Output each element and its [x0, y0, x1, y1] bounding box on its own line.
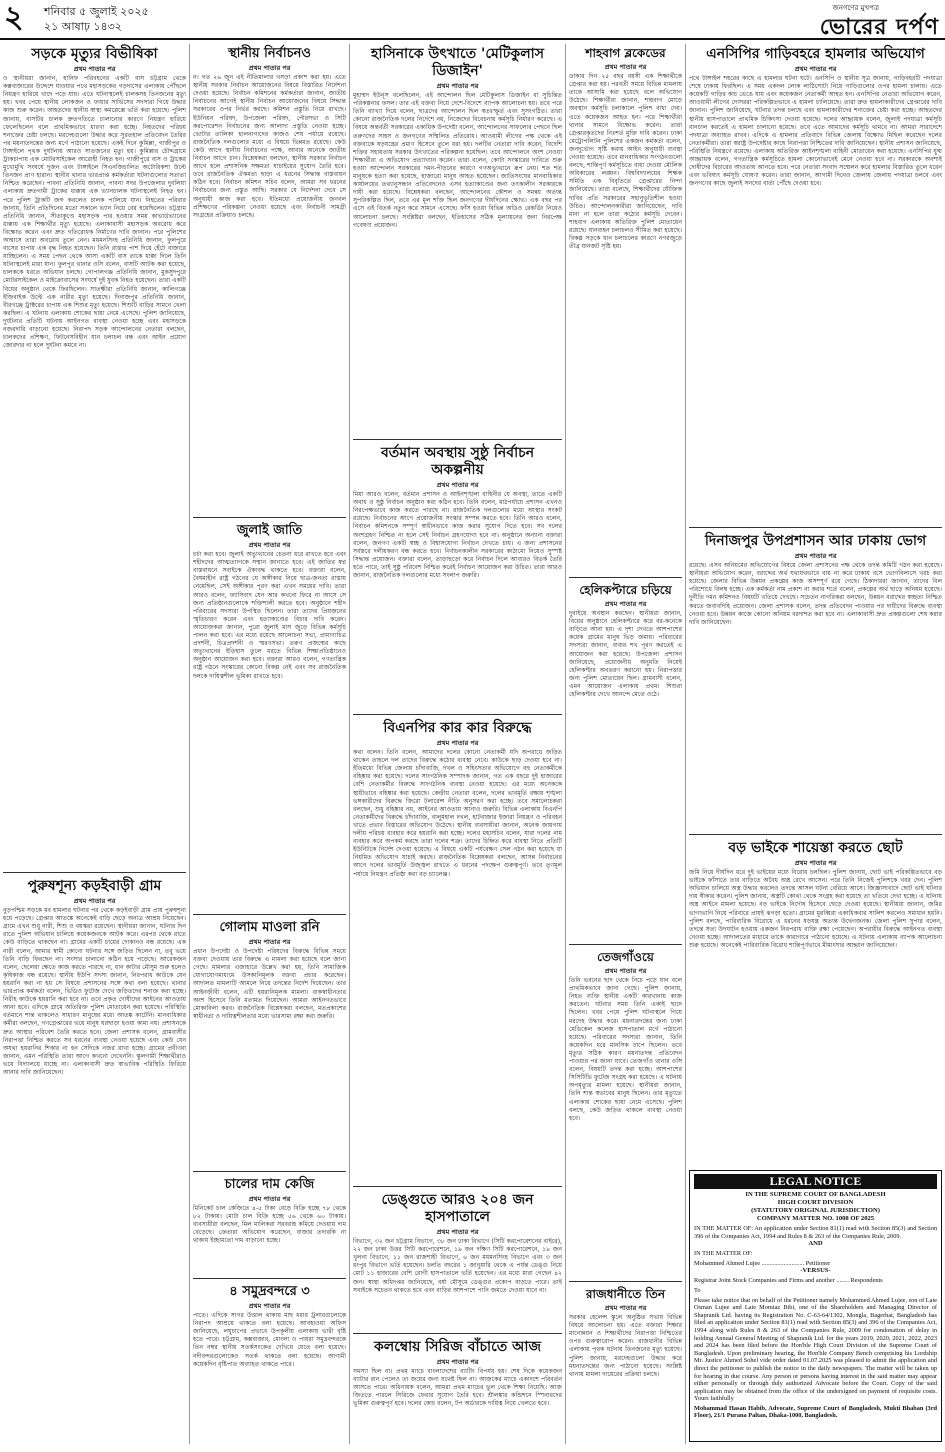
article-body: সমস্যা ছিল না। প্রথম ম্যাচে বাংলাদেশের ব্যাটিং বিপর্যয় হয়। শেষ দিকে কয়েকজন ব্যাটার রান পেলেও তা জয়ের জন্য যথেষ্ট ছিল না। আজকের ম্যাচে একাদশে পরিবর্তন আসতে পারে। অধিনায়ক বলেন, আমরা প্রথম ম্যাচের ভুল থেকে শিক্ষা নিয়েছি। আজ জিততে পারলে সিরিজে ফেরার সুযোগ তৈরি হবে। শ্রীলঙ্কার কন্ডিশনে স্পিনারদের ভূমিকা গুরুত্বপূর্ণ হবে। দলের কোচ বলেন, টপ অর্ডারকে দায়িত্ব নিয়ে খেলতে হবে।: [353, 1368, 562, 1408]
article-body: পাতে। এদিকে সাগর উত্তাল থাকায় মাছ ধরার ট্রলারগুলোকে নিরাপদ আশ্রয়ে থাকতে বলা হয়েছে। আবহাওয়া অফিস জানিয়েছে, লঘুচাপের প্রভাবে উপকূলীয় এলাকায় ভারী বৃষ্টি হতে পারে। চট্টগ্রাম, কক্সবাজার, মোংলা ও পায়রা সমুদ্রবন্দরকে তিন নম্বর স্থানীয় সতর্কসংকেত দেখিয়ে যেতে বলা হয়েছে। নদীবন্দরগুলোকেও সতর্ক থাকতে বলা হয়েছে। আগামী কয়েকদিন বৃষ্টিপাত অব্যাহত থাকতে পারে।: [193, 1312, 346, 1368]
kicker: প্রথম পাতার পর: [248, 64, 291, 72]
headline: শাহবাগ ব্লকেডের: [585, 46, 666, 60]
headline: চালের দাম কেজি: [224, 1177, 315, 1192]
article-capital-three[interactable]: [569, 1285, 682, 1445]
article-sea-ports[interactable]: [193, 1282, 346, 1442]
article-body: ও স্থানীয়রা জানান, হানিফ পরিবহনের একটি বাস চট্টগ্রাম থেকে কক্সবাজারের উদ্দেশে যাওয়ার পথে মহাসড়কের গড়দাসের এলাকায় পৌঁছলে নিয়ন্ত্রণ হারিয়ে খাদে পড়ে যায়। এতে ঘটনাস্থলেই চালকসহ তিনজনের মৃত্যু হয়। খবর পেয়ে স্থানীয় লোকজন ও ফায়ার সার্ভিসের সদস্যরা গিয়ে উদ্ধার কাজ শুরু করেন। আহতদের স্থানীয় স্বাস্থ্য কমপ্লেক্সে ভর্তি করা হয়েছে। পুলিশ জানায়, বাসটির চালক দ্রুতগতিতে চালানোর কারণে নিয়ন্ত্রণ হারিয়ে ফেলেছিলেন বলে প্রাথমিকভাবে ধারণা করা হচ্ছে। নিহতদের পরিচয় শনাক্তের চেষ্টা চলছে। মরদেহগুলো উদ্ধার করে সুরতহাল প্রতিবেদন তৈরির পর ময়নাতদন্তের জন্য মর্গে পাঠানো হয়েছে। একই দিনে কুমিল্লা, গাজীপুর ও টাঙ্গাইলে পৃথক দুর্ঘটনায় আরও সাতজনের মৃত্যু হয়। কুমিল্লার চৌদ্দগ্রামে ট্রাকচাপায় এক মোটরসাইকেল আরোহী নিহত হন। গাজীপুরে বাস ও ট্রাকের মুখোমুখি সংঘর্ষে দুজন এবং টাঙ্গাইলে সিএনজিচালিত অটোরিকশা উল্টে তিনজন প্রাণ হারান। স্থানীয় থানার ভারপ্রাপ্ত কর্মকর্তারা ঘটনাগুলোর সত্যতা নিশ্চিত করেছেন। পাবনা প্রতিনিধি জানান, পাবনা সদর উপজেলার দুবলিয়া এলাকায় দ্রুতগামী ট্রাকের ধাক্কায় এক ভ্যানচালক ঘটনাস্থলেই নিহত হন। পরে পুলিশ ট্রাকটি জব্দ করলেও চালক পালিয়ে যান। নিহতের পরিবার জানায়, তিনি প্রতিদিনের মতো সকালে ভ্যান নিয়ে বের হয়েছিলেন। চট্টগ্রাম প্রতিনিধি জানান, সীতাকুণ্ডে মহাসড়ক পার হওয়ার সময় কাভার্ডভ্যানের ধাক্কায় এক শিক্ষার্থীর মৃত্যু হয়েছে। এলাকাবাসী মহাসড়ক অবরোধ করে বিক্ষোভ করেন এবং দ্রুত গতিরোধক নির্মাণের দাবি জানান। পরে পুলিশের আশ্বাসে তারা অবরোধ তুলে নেন। ময়মনসিংহ প্রতিনিধি জানান, ফুলপুরে বাসের চাপায় এক বৃদ্ধ নিহত হয়েছেন। তিনি রাস্তার পাশ দিয়ে হেঁটে বাজারে যাচ্ছিলেন। এ সময় পেছন থেকে আসা একটি বাস তাকে ধাক্কা দিলে তিনি ঘটনাস্থলেই মারা যান। ফুলপুর থানার ওসি বলেন, বাসটি আটক করা হয়েছে, চালককে ধরতে অভিযান চলছে। গোপালগঞ্জ প্রতিনিধি জানান, মুকসুদপুরে মোটরসাইকেল ও মাইক্রোবাসের সংঘর্ষে দুই যুবক নিহত হয়েছেন। তারা একটি বিয়ের অনুষ্ঠান থেকে ফিরছিলেন। সাতক্ষীরা প্রতিনিধি জানান, কালিগঞ্জে ইজিবাইক উল্টে এক নারীর মৃত্যু হয়েছে। দিনাজপুর প্রতিনিধি জানান, বীরগঞ্জে ট্রাক্টরের চাপায় এক শিশুর মৃত্যু হয়েছে। শিশুটি বাড়ির সামনে খেলা করছিল। এ ঘটনায় এলাকায় শোকের ছায়া নেমে এসেছে। পুলিশ জানিয়েছে, দুর্ঘটনার প্রতিটি ঘটনায় আইনগত ব্যবস্থা নেওয়া হচ্ছে এবং মহাসড়কে নজরদারি বাড়ানো হয়েছে। নিরাপদ সড়ক আন্দোলনের নেতারা বলছেন, চালকদের প্রশিক্ষণ, ফিটনেসবিহীন যান চলাচল বন্ধ এবং আইন প্রয়োগ জোরদার না হলে দুর্ঘটনা কমবে না।: [3, 75, 186, 350]
divider: [353, 1333, 562, 1334]
legal-petitioner: Mohammed Ahmed Lujee ........................... Petitioner: [694, 1259, 831, 1267]
article-rice-price[interactable]: [193, 1175, 346, 1275]
article-helicopter[interactable]: [569, 581, 682, 941]
divider: [353, 1186, 562, 1187]
masthead-tagline: জনগণের মুখপত্র: [832, 4, 879, 12]
kicker: প্রথম পাতার পর: [604, 63, 647, 71]
divider: [689, 527, 942, 528]
article-body: মিয়া আরও বলেন, বর্তমান প্রশাসন ও আইনশৃঙ্খলা বাহিনীর যে অবস্থা, তাতে একটি অবাধ ও সুষ্ঠু নির্বাচন অনুষ্ঠান করা কঠিন হবে। তিনি বলেন, মাঠপর্যায়ে প্রশাসন এখনও নিরপেক্ষভাবে কাজ করতে পারছে না। রাজনৈতিক দলগুলোর মধ্যে আস্থার সংকট রয়েছে। নির্বাচনের আগে প্রয়োজনীয় সংস্কার সম্পন্ন করতে হবে। তিনি আরও বলেন, নির্বাচন কমিশনকে সম্পূর্ণ স্বাধীনভাবে কাজ করার সুযোগ দিতে হবে। সব দলের অংশগ্রহণ নিশ্চিত না হলে সেই নির্বাচন গ্রহণযোগ্য হবে না। অনুষ্ঠানে অন্যান্য বক্তারা বলেন, জনগণ একটি স্বচ্ছ ও বিশ্বাসযোগ্য নির্বাচন দেখতে চায়। এ জন্য প্রশাসনের সর্বস্তরে দলীয়করণ বন্ধ করতে হবে। নির্বাচনকালীন সরকারের কাঠামো নিয়েও সুস্পষ্ট সিদ্ধান্ত প্রয়োজন। বক্তারা বলেন, তাড়াহুড়ো করে নির্বাচন দিলে আবারও বিতর্ক তৈরি হতে পারে, তাই সুষ্ঠু পরিবেশ নিশ্চিত করেই নির্বাচন আয়োজন করা উচিত। তারা আরও জানান, রাজনৈতিক দলগুলোর মধ্যে সংলাপ জরুরি।: [353, 491, 562, 580]
kicker: প্রথম পাতার পর: [436, 82, 479, 90]
kicker: প্রথম পাতার পর: [436, 1228, 479, 1236]
legal-and: AND: [808, 1240, 823, 1248]
article-body: জমি নিয়ে দীর্ঘদিন ধরে দুই ভাইয়ের মধ্যে বিরোধ চলছিল। পুলিশ জানায়, ছোট ভাই পরিকল্পিতভাবে বড় ভাইকে ফাঁসাতে তার বাড়িতে অবৈধ অস্ত্র রেখে আসেন। পরে তিনি নিজেই পুলিশকে খবর দেন। পুলিশ অভিযান চালিয়ে অস্ত্র উদ্ধার করলেও তদন্তে আসল ঘটনা বেরিয়ে আসে। জিজ্ঞাসাবাদে ছোট ভাই ঘটনার দায় স্বীকার করেন। পুলিশ জানায়, অস্ত্রটি কোথা থেকে সংগ্রহ করা হয়েছে তা খতিয়ে দেখা হচ্ছে। এ ঘটনায় অস্ত্র আইনে মামলা হয়েছে। বড় ভাইকে নির্দোষ হিসেবে ছেড়ে দেওয়া হয়েছে। স্থানীয়রা জানান, জমির ভাগাভাগি নিয়ে পরিবারে প্রায়ই ঝগড়া হতো। গ্রামের মুরব্বিরা একাধিকবার সালিশ করলেও সমাধান হয়নি। পুলিশ বলছে, পারিবারিক বিরোধে এ ধরনের ষড়যন্ত্র অত্যন্ত উদ্বেগজনক। জেলা পুলিশ সুপার বলেন, তদন্তে সত্য উদঘাটন হওয়ায় একজন নিরপরাধ ব্যক্তি রক্ষা পেয়েছেন। অপরাধীর বিরুদ্ধে আইনগত ব্যবস্থা নেওয়া হচ্ছে। আদালতের মাধ্যমে তাকে কারাগারে পাঠানো হয়েছে। এ ঘটনায় এলাকায় ব্যাপক আলোচনা শুরু হয়েছে। অনেকেই পারিবারিক বিরোধ শান্তিপূর্ণভাবে মীমাংসার আহ্বান জানিয়েছেন।: [689, 869, 942, 949]
article-july-nation[interactable]: [193, 521, 346, 911]
legal-body: Please take notice that on behalf of the Petitioner namely Mohammed Ahmed Lujee, son of Late Osman Lujee and Late Momtaz Bibi, one of the Shareholders and Managing Director of Shapranik Ltd. having its Registration No. C-63-64/1302, Mongla, Bagerhat, Bangladesh has filed an application under Section 81(1) read with Section 85(3) and 396 of the Companies Act, 1994 along with Rules 8 & 263 of the Companies Rule, 2009 for condonation of delay in holding Annual General Meeting of Shapranik Ltd. for the years 2019, 2020, 2021, 2022, 2023 and 2024 has been filed before the Hon'ble High Court Division of the Supreme Court of Bangladesh. Upon preliminary hearing, the Hon'ble Company Bench comprising his Lordship Mr. Justice Ahmed Sohel vide order dated 01.07.2025 was pleased to admit the application and direct the petitioner to publish the notice in the daily newspapers. The matter will be taken up for hearing in due course. Any person or persons having interest in the said matter may appear either personally or through duly authorized Advocate before the Court. Copy of the said application may be obtained from the office of the undersigned on payment of requisite costs. Yours faithfully: [694, 1296, 937, 1403]
kicker: প্রথম পাতার পর: [73, 65, 116, 73]
legal-signature: Mohammad Hasan Habib, Advocate, Supreme Court of Bangladesh, Mukti Bhaban (3rd Floor), 21/1 Purana Paltan, Dhaka-1000, Bangladesh.: [694, 1404, 937, 1420]
kicker: প্রথম পাতার পর: [604, 600, 647, 608]
article-local-election[interactable]: [193, 44, 346, 514]
legal-in-matter: IN THE MATTER OF: An application under Section 81(1) read with Section 85(3) and Section 396 of the Companies Act, 1994 and Rules 8 & 263 of the Companies Rule, 2009.: [694, 1225, 937, 1240]
headline: সড়কে মৃত্যুর বিভীষিকা: [31, 46, 158, 62]
legal-versus: -VERSUS-: [800, 1267, 831, 1275]
article-body: দুবাইয়ে অবস্থান করছেন। স্থানীয়রা জানান, বিয়ের অনুষ্ঠানে হেলিকপ্টারে করে বর-কনেকে বাড়িতে আনা হয়। এ দৃশ্য দেখতে আশপাশের কয়েক গ্রামের মানুষ ভিড় জমায়। পরিবারের সদস্যরা জানান, বাবার শখ পূরণ করতেই এ আয়োজন করা হয়েছে। উপজেলা প্রশাসন জানিয়েছে, প্রয়োজনীয় অনুমতি নিয়েই হেলিকপ্টার অবতরণ করানো হয়। নিরাপত্তার জন্য পুলিশ মোতায়েন ছিল। গ্রামবাসী বলেন, এমন আয়োজন এলাকায় প্রথম। শিশুরা হেলিকপ্টার দেখে আনন্দে মেতে ওঠে।: [569, 610, 682, 699]
headline: ডেঙ্গুতে আরও ২০৪ জন হাসপাতালে: [381, 1192, 534, 1225]
article-body: পথে টাঙ্গাইল শহরের কাছে এ হামলার ঘটনা ঘটে। এনসিপি ও স্থানীয় সূত্র জানায়, গাড়িবহরটি পদযাত্রা শেষে ঢাকায় ফিরছিল। এ সময় একদল লোক লাঠিসোটা নিয়ে গাড়িগুলোর ওপর হামলা চালায়। এতে কয়েকটি গাড়ির কাচ ভেঙে যায় এবং কয়েকজন নেতাকর্মী আহত হন। এনসিপির নেতারা অভিযোগ করেন, আওয়ামী লীগের দোসররা পরিকল্পিতভাবে এ হামলা চালিয়েছে। তারা দ্রুত হামলাকারীদের গ্রেপ্তারের দাবি জানান। পুলিশ জানিয়েছে, ঘটনার তদন্ত চলছে এবং হামলাকারীদের শনাক্তের চেষ্টা করা হচ্ছে। আহতদের স্থানীয় হাসপাতালে প্রাথমিক চিকিৎসা দেওয়া হয়েছে। দলের আহ্বায়ক বলেন, জুলাই পদযাত্রা কর্মসূচি বানচাল করতেই এ হামলা চালানো হয়েছে। তবে এতে আমাদের কর্মসূচি থামবে না। আমরা সারাদেশে পদযাত্রা অব্যাহত রাখব। এদিকে এ হামলার প্রতিবাদে বিভিন্ন জেলায় বিক্ষোভ মিছিল করেছেন দলের নেতাকর্মীরা। তারা স্বরাষ্ট্র উপদেষ্টার কাছে নিরাপত্তা নিশ্চিতের দাবি জানিয়েছেন। স্থানীয় প্রশাসন জানিয়েছে, পরিস্থিতি নিয়ন্ত্রণে রয়েছে। এলাকায় অতিরিক্ত আইনশৃঙ্খলা বাহিনী মোতায়েন করা হয়েছে। এনসিপির যুগ্ম আহ্বায়ক বলেন, গণতান্ত্রিক কর্মসূচিতে হামলা কোনোভাবেই মেনে নেওয়া হবে না। সরকারকে অবশ্যই দোষীদের বিচারের আওতায় আনতে হবে। পরে নেতারা সংবাদ সম্মেলন করে হামলার বিস্তারিত তুলে ধরেন এবং ভবিষ্যৎ কর্মসূচি ঘোষণা করেন। তারা জানান, আগামী দিনেও জেলায় জেলায় পদযাত্রা চলবে এবং জনগণের কাছে জুলাই সনদের বার্তা পৌঁছে দেওয়া হবে।: [689, 75, 942, 188]
headline: বিএনপির কার কার বিরুদ্ধে: [383, 720, 532, 736]
headline: বড় ভাইকে শায়েস্তা করতে ছোট: [728, 840, 903, 856]
masthead[interactable]: [820, 2, 939, 40]
page-header: [0, 0, 945, 40]
masthead-logo: ভোরের দর্পণ: [819, 14, 939, 40]
divider: [193, 517, 346, 518]
headline: দিনাজপুর উপপ্রশাসন আর ঢাকায় ভোগ: [704, 533, 927, 549]
article-body: রয়েছে। এসব অনিয়মের অভিযোগের বিষয়ে জেলা প্রশাসনের পক্ষ থেকে তদন্ত কমিটি গঠন করা হয়েছে। স্থানীয়রা অভিযোগ করেন, বরাদ্দের অর্থ যথাযথভাবে ব্যয় না করে ঢাকায় বসে ভোগবিলাসে খরচ করা হয়েছে। জেলার বিভিন্ন উন্নয়ন প্রকল্পের কাজ অসম্পূর্ণ রয়ে গেছে। ঠিকাদাররা জানান, তাদের বিল পরিশোধে বিলম্ব হচ্ছে। এক কর্মকর্তা নাম প্রকাশ না করার শর্তে বলেন, প্রকল্পের অর্থ ছাড়ে অনিয়ম হয়েছে। দুর্নীতি দমন কমিশনও বিষয়টি খতিয়ে দেখছে। সচেতন নাগরিকরা বলছেন, উন্নয়ন বরাদ্দের স্বচ্ছতা নিশ্চিত করতে জবাবদিহি প্রয়োজন। জেলা প্রশাসক বলেন, তদন্ত প্রতিবেদন পাওয়ার পর দায়ীদের বিরুদ্ধে ব্যবস্থা নেওয়া হবে। উন্নয়ন কাজে কোনো অনিয়ম বরদাশত করা হবে না। এলাকাবাসী দ্রুত প্রকল্পগুলো শেষ করার দাবি জানিয়েছেন।: [689, 562, 942, 626]
divider: [569, 944, 682, 945]
divider: [353, 439, 562, 440]
column-1: [0, 44, 189, 1446]
date-block: [44, 4, 149, 34]
divider: [193, 1171, 346, 1172]
divider: [689, 834, 942, 835]
divider: [569, 577, 682, 578]
article-body: চর্চা করা হবে। জুলাই অভ্যুত্থানের চেতনা ধরে রাখতে হবে এবং শহীদদের আত্মত্যাগকে সম্মান জানাতে হবে। এই জাতির স্বপ্ন বাস্তবায়নে সবাইকে ঐক্যবদ্ধ থাকতে হবে। বক্তারা বলেন, বৈষম্যহীন রাষ্ট্র গঠনের যে অঙ্গীকার নিয়ে ছাত্র-জনতা রাস্তায় নেমেছিল, সেই অঙ্গীকার পূরণ করা এখন সময়ের দাবি। তারা আরও বলেন, ফ্যাসিবাদ যেন আর কখনো ফিরে না আসে সে জন্য প্রতিষ্ঠানগুলোকে শক্তিশালী করতে হবে। অনুষ্ঠানে শহীদ পরিবারের সদস্যরা উপস্থিত ছিলেন। তারা তাদের প্রিয়জনের স্মৃতিচারণ করেন এবং হত্যাকাণ্ডের বিচার দাবি করেন। আয়োজকরা জানান, পুরো জুলাই মাস জুড়ে বিভিন্ন কর্মসূচি পালন করা হবে। এর মধ্যে রয়েছে আলোচনা সভা, প্রামাণ্যচিত্র প্রদর্শনী, চিত্রপ্রদর্শনী ও স্মরণসভা। তরুণ প্রজন্মের কাছে অভ্যুত্থানের ইতিহাস তুলে ধরতে বিভিন্ন শিক্ষাপ্রতিষ্ঠানেও অনুষ্ঠান আয়োজন করা হবে। বক্তারা আরও বলেন, গণতান্ত্রিক রাষ্ট্র গঠনে সংস্কারের কোনো বিকল্প নেই এবং সব রাজনৈতিক দলকে দায়িত্বশীল ভূমিকা রাখতে হবে।: [193, 551, 346, 680]
kicker: প্রথম পাতার পর: [248, 1195, 291, 1203]
date-english: শনিবার ৫ জুলাই ২০২৫: [44, 5, 149, 18]
headline: রাজধানীতে তিন: [585, 1287, 666, 1301]
kicker: প্রথম পাতার পর: [436, 1358, 479, 1366]
headline: গোলাম মাওলা রনি: [219, 920, 320, 935]
kicker: প্রথম পাতার পর: [436, 739, 479, 747]
article-meticulous-design[interactable]: [353, 44, 562, 436]
legal-respondent: Registrar Joint Stock Companies and Firms and another ........ Respondents: [694, 1277, 883, 1285]
article-fair-election[interactable]: [353, 443, 562, 711]
article-shahbag[interactable]: [569, 44, 682, 574]
article-ncp-attack[interactable]: [689, 44, 942, 524]
article-dinajpur[interactable]: [689, 531, 942, 831]
article-cricket[interactable]: [353, 1337, 562, 1446]
kicker: প্রথম পাতার পর: [604, 967, 647, 975]
article-body: মুহাম্মদ ইউনূস বলেছিলেন, এই আন্দোলন ছিল মেটিকুলাস ডিজাইন বা সুচিন্তিত পরিকল্পনার ফসল। তার এই বক্তব্য নিয়ে দেশে-বিদেশে ব্যাপক আলোচনা হয়। তবে পরে তিনি ব্যাখ্যা দিয়ে বলেন, ছাত্রদের আন্দোলন ছিল স্বতঃস্ফূর্ত এবং সুসংগঠিত। তারা কোনো রাজনৈতিক দলের নির্দেশে নয়, নিজেদের বিবেচনায় কর্মসূচি নির্ধারণ করেছে। এ বিষয়ে অন্তর্বর্তী সরকারের একাধিক উপদেষ্টা বলেন, আন্দোলনের সাফল্যের পেছনে ছিল তরুণদের সাহস ও জনগণের সম্মিলিত প্রতিরোধ। আওয়ামী লীগের পক্ষ থেকে এই বক্তব্যকে ষড়যন্ত্রের প্রমাণ হিসেবে তুলে ধরা হয়। দলটির নেতারা দাবি করেন, বিদেশি শক্তির সহায়তায় সরকার উৎখাতের পরিকল্পনা হয়েছিল। তবে আন্দোলনে অংশ নেওয়া শিক্ষার্থীরা এ অভিযোগ প্রত্যাখ্যান করেন। তারা বলেন, কোটা সংস্কারের দাবিতে শুরু হওয়া আন্দোলন সরকারের দমন-পীড়নের কারণে গণঅভ্যুত্থানে রূপ নেয়। শত শত মানুষকে হত্যা করা হয়েছে, হাজারো মানুষ আহত হয়েছেন। জাতিসংঘের মানবাধিকার কার্যালয়ের তথ্যানুসন্ধান প্রতিবেদনেও এসব হত্যাকাণ্ডের জন্য তৎকালীন সরকারকে দায়ী করা হয়েছে। বিশ্লেষকরা বলছেন, আন্দোলনের কৌশল ও সমন্বয় অত্যন্ত সুপরিকল্পিত ছিল, তবে এর মূল শক্তি ছিল জনগণের দীর্ঘদিনের ক্ষোভ। এক বছর পর এসে এই বিতর্ক নতুন করে সামনে এসেছে। ফাঁস হওয়া বিভিন্ন অডিও রেকর্ডিং নিয়েও আলোচনা চলছে। সংশ্লিষ্টরা বলছেন, ইতিহাসের সঠিক মূল্যায়নের জন্য নিরপেক্ষ গবেষণা প্রয়োজন।: [353, 92, 562, 229]
date-bangla: ২১ আষাঢ় ১৪৩২: [44, 20, 122, 33]
column-4: [566, 44, 685, 1446]
headline: এনসিপির গাড়িবহরে হামলার অভিযোগ: [706, 46, 925, 62]
article-road-deaths[interactable]: [3, 44, 186, 869]
headline: তেজগাঁওয়ে: [597, 950, 654, 964]
article-body: প্রধান উপদেষ্টা ও উপদেষ্টা পরিষদের বিরুদ্ধে বিভিন্ন সময়ে বক্তব্য দেওয়ায় তার বিরুদ্ধে এ মামলা করা হয়েছে বলে জানা গেছে। মামলার এজাহারে উল্লেখ করা হয়, তিনি সামাজিক যোগাযোগমাধ্যমে উসকানিমূলক বক্তব্য প্রচার করেছেন। আদালত মামলাটি আমলে নিয়ে তদন্তের নির্দেশ দিয়েছেন। তার আইনজীবী বলেন, এটি হয়রানিমূলক মামলা। বাকস্বাধীনতার অংশ হিসেবে তিনি মতামত দিয়েছেন। আমরা আইনগতভাবে মোকাবিলা করব। রাজনৈতিক বিশ্লেষকরা বলছেন, মতপ্রকাশের স্বাধীনতা ও দায়িত্বশীলতার মধ্যে ভারসাম্য রক্ষা করা জরুরি।: [193, 948, 346, 1020]
legal-court-name: IN THE SUPREME COURT OF BANGLADESH: [745, 1191, 886, 1198]
article-village[interactable]: [3, 876, 186, 1446]
article-tejgaon[interactable]: [569, 948, 682, 1278]
kicker: প্রথম পাতার পর: [248, 541, 291, 549]
divider: [569, 1281, 682, 1282]
article-body: ন। গত ২৬ জুন এই নীতিমালার খসড়া প্রকাশ করা হয়। এতে স্থানীয় সরকার নির্বাচন আয়োজনের বিষয়ে বিস্তারিত নির্দেশনা দেওয়া হয়েছে। নির্বাচন কমিশনের কর্মকর্তারা জানান, জাতীয় নির্বাচনের আগেই স্থানীয় নির্বাচন আয়োজনের বিষয়ে সিদ্ধান্ত সরকারের ওপর নির্ভর করছে। কমিশন প্রস্তুতি নিয়ে রাখছে। ইউনিয়ন পরিষদ, উপজেলা পরিষদ, পৌরসভা ও সিটি করপোরেশন নির্বাচনের জন্য আলাদা প্রস্তুতি নেওয়া হচ্ছে। ভোটার তালিকা হালনাগাদের কাজও শেষ পর্যায়ে রয়েছে। রাজনৈতিক দলগুলোর মধ্যে এ বিষয়ে ভিন্নমত রয়েছে। কেউ কেউ আগে স্থানীয় নির্বাচনের পক্ষে, আবার অনেকে জাতীয় নির্বাচন আগে চান। বিশ্লেষকরা বলছেন, স্থানীয় সরকার নির্বাচন আগে হলে প্রশাসনিক সক্ষমতা যাচাইয়ের সুযোগ তৈরি হবে। তবে রাজনৈতিক ঐকমত্য ছাড়া এ ধরনের সিদ্ধান্ত বাস্তবায়ন কঠিন হবে। নির্বাচন কমিশন সচিব বলেন, আমরা সব ধরনের নির্বাচনের জন্য প্রস্তুত আছি। সরকার যে নির্দেশনা দেবে সে অনুযায়ী কাজ করা হবে। ইতিমধ্যে প্রয়োজনীয় জনবল প্রশিক্ষণের পরিকল্পনা নেওয়া হয়েছে এবং নির্বাচনী সামগ্রী সংগ্রহের প্রক্রিয়াও চলছে।: [193, 74, 346, 219]
headline: ৪ সমুদ্রবন্দরে ৩: [229, 1284, 310, 1299]
article-body: বুড়পশ্চিম সড়কে মব হামলার ঘটনার পর থেকে কড়ইবাড়ী গ্রাম প্রায় পুরুষশূন্য হয়ে পড়েছে। গ্রেপ্তার আতঙ্কে অনেকেই বাড়ি ছেড়ে অন্যত্র আশ্রয় নিয়েছেন। গ্রামে এখন শুধু নারী, শিশু ও বয়স্করা রয়েছেন। স্থানীয়রা জানান, ঘটনার দিন রাতে পুলিশ অভিযান চালিয়ে কয়েকজনকে আটক করে। এরপর থেকে রাতে কেউ বাড়িতে থাকছেন না। গ্রামের একটি চায়ের দোকানও বন্ধ রয়েছে। এক নারী বলেন, আমার স্বামী কোনো ঘটনার সঙ্গে জড়িত ছিলেন না, তবু ভয়ে তিনি বাড়ি ফিরছেন না। সংসার চালানো কঠিন হয়ে পড়েছে। আরেকজন বলেন, ছেলেরা ক্ষেতে কাজ করতে পারছে না, ধান কাটার মৌসুম শুরু হলেও কৃষিকাজ বন্ধ রয়েছে। স্থানীয় ইউপি সদস্য জানান, নিরপরাধ কাউকে যেন হয়রানি করা না হয় সে বিষয়ে প্রশাসনের সঙ্গে কথা বলা হয়েছে। থানার ভারপ্রাপ্ত কর্মকর্তা বলেন, ভিডিও ফুটেজ দেখে জড়িতদের শনাক্ত করা হচ্ছে। নিরীহ কাউকে হয়রানি করা হবে না। তবে প্রকৃত দোষীদের আইনের আওতায় আনা হবে। এদিকে গ্রামে অতিরিক্ত পুলিশ মোতায়েন করা হয়েছে। পরিস্থিতি বর্তমানে শান্ত থাকলেও সাধারণ মানুষের মধ্যে আতঙ্ক কাটেনি। মানবাধিকার কর্মীরা বলছেন, গণগ্রেপ্তারের ভয়ে মানুষ ঘরছাড়া হওয়া কাম্য নয়। প্রশাসনকে দ্রুত আস্থার পরিবেশ তৈরি করতে হবে। জেলা প্রশাসক বলেন, গ্রামবাসীর নিরাপত্তা নিশ্চিত করতে সব ধরনের ব্যবস্থা নেওয়া হয়েছে এবং কেউ যেন অযথা হয়রানির শিকার না হন সেদিকে নজর রাখা হচ্ছে। গ্রামের প্রবীণরা জানান, এমন পরিস্থিতি তারা আগে কখনো দেখেননি। স্কুলগামী শিক্ষার্থীরাও ভয়ে বিদ্যালয়ে যাচ্ছে না। এলাকাবাসী দ্রুত স্বাভাবিক পরিস্থিতি ফিরিয়ে আনার দাবি জানিয়েছেন।: [3, 907, 186, 1076]
column-2: [190, 44, 349, 1446]
divider: [193, 1278, 346, 1279]
article-rony[interactable]: [193, 918, 346, 1168]
headline: স্থানীয় নির্বাচনও: [228, 46, 311, 61]
divider: [3, 872, 186, 873]
page-number: ২: [4, 0, 24, 35]
kicker: প্রথম পাতার পর: [794, 552, 837, 560]
kicker: প্রথম পাতার পর: [73, 897, 116, 905]
kicker: প্রথম পাতার পর: [248, 938, 291, 946]
kicker: প্রথম পাতার পর: [794, 65, 837, 73]
column-5: [686, 44, 945, 1446]
article-body: সরকার হেলেন্স স্কুলে অনুষ্ঠিত সভায় বিভিন্ন বিষয়ে আলোচনা হয়। এতে বক্তারা শিক্ষার মানোন্নয়ন ও শিক্ষার্থীদের নিরাপত্তা নিশ্চিতের ওপর গুরুত্বারোপ করেন। রাজধানীর বিভিন্ন এলাকায় পৃথক ঘটনায় তিনজনের মৃত্যু হয়েছে। পুলিশ জানায়, মরদেহগুলো উদ্ধার করে ময়নাতদন্তের জন্য পাঠানো হয়েছে। সংশ্লিষ্ট থানায় মামলা দায়েরের প্রক্রিয়া চলছে।: [569, 1314, 682, 1378]
headline: পুরুষশূন্য কড়ইবাড়ী গ্রাম: [27, 878, 162, 894]
legal-jurisdiction: (STATUTORY ORIGINAL JURISDICTION): [751, 1207, 880, 1214]
article-body: ডাকার দিন ২৫ বছর বয়সী এক শিক্ষার্থীকে গ্রেপ্তার করা হয়। পরবর্তী সময়ে বিভিন্ন মামলায় তাকে আসামি করা হয়েছে বলে অভিযোগ উঠেছে। শিক্ষার্থীরা জানান, শাহবাগ মোড়ে অবস্থান কর্মসূচি চলাকালে পুলিশ বাধা দেয়। এতে কয়েকজন আহত হন। পরে শিক্ষার্থীরা থানার সামনে বিক্ষোভ করেন। তারা গ্রেপ্তারকৃতদের নিঃশর্ত মুক্তি দাবি করেন। ঢাকা মেট্রোপলিটন পুলিশের একজন কর্মকর্তা বলেন, জনদুর্ভোগ সৃষ্টি করায় আইন অনুযায়ী ব্যবস্থা নেওয়া হয়েছে। তবে মানবাধিকার সংগঠনগুলো বলছে, শান্তিপূর্ণ কর্মসূচিতে বাধা দেওয়া মৌলিক অধিকারের লঙ্ঘন। বিশ্ববিদ্যালয়ের শিক্ষক সমিতি এক বিবৃতিতে গ্রেপ্তারের নিন্দা জানিয়েছে। তারা বলেছে, শিক্ষার্থীদের যৌক্তিক দাবির প্রতি সরকারের সহানুভূতিশীল হওয়া উচিত। আন্দোলনকারীরা জানিয়েছেন, দাবি মানা না হলে তারা কঠোর কর্মসূচি দেবেন। শাহবাগ এলাকায় অতিরিক্ত পুলিশ মোতায়েন রয়েছে। যানবাহন চলাচলও সীমিত করা হয়েছে। বিকল্প সড়কে যান চলাচলের কারণে নগরজুড়ে তীব্র যানজট সৃষ্টি হয়।: [569, 73, 682, 251]
legal-notice-title: LEGAL NOTICE: [694, 1174, 937, 1189]
article-dengue[interactable]: [353, 1190, 562, 1330]
column-3: [350, 44, 565, 1446]
legal-in-matter-2: IN THE MATTER OF:: [694, 1250, 753, 1258]
headline: বর্তমান অবস্থায় সুষ্ঠু নির্বাচন অকল্পনীয়: [380, 445, 535, 478]
article-body: মিনিকেট চাল কেজিতে ৪-৫ টাকা বেড়ে বিক্রি হচ্ছে ৭৮ থেকে ৮২ টাকায়। মোটা চাল বিক্রি হচ্ছে ৫৬ থেকে ৬০ টাকায়। ব্যবসায়ীরা বলছেন, মিল মালিকরা সরবরাহ কমিয়ে দেওয়ায় দাম বেড়েছে। ক্রেতারা অভিযোগ করেছেন, বাজার তদারকি না থাকায় ইচ্ছামতো দাম বাড়ানো হচ্ছে।: [193, 1205, 346, 1245]
legal-to: To: [694, 1286, 701, 1294]
legal-matter-number: COMPANY MATTER NO. 1008 OF 2025: [756, 1215, 875, 1222]
article-body: বিভাগে, ৩২ জন চট্টগ্রাম বিভাগে, ৩৮ জন ঢাকা বিভাগে (সিটি করপোরেশনের বাইরে), ২২ জন ঢাকা উত্তর সিটি করপোরেশনে, ১৯ জন দক্ষিণ সিটি করপোরেশনে, ১৮ জন খুলনা বিভাগে, ১১ জন রাজশাহী বিভাগে, ৬ জন ময়মনসিংহ বিভাগে এবং ৩ জন রংপুর বিভাগে ভর্তি হয়েছেন। চলতি বছরের ১ জানুয়ারি থেকে এ পর্যন্ত ডেঙ্গু নিয়ে মোট ১১ হাজারের বেশি রোগী হাসপাতালে ভর্তি হয়েছেন। এর মধ্যে মারা গেছেন ৪২ জন। স্বাস্থ্য অধিদপ্তর জানিয়েছে, বর্ষা মৌসুমে ডেঙ্গুর প্রকোপ বাড়তে পারে। তাই সবাইকে সচেতন থাকতে হবে এবং বাড়ির আশপাশে পানি জমতে দেওয়া যাবে না।: [353, 1238, 562, 1294]
article-body: কথা বলেন। তিনি বলেন, আমাদের দলের কোনো নেতাকর্মী যদি অপরাধে জড়িত থাকেন তাহলে দল তাদের বিরুদ্ধে কঠোর ব্যবস্থা নেবে। কাউকে ছাড় দেওয়া হবে না। ইতিমধ্যে বিভিন্ন জেলায় চাঁদাবাজি, দখল ও সহিংসতার অভিযোগে বহু নেতাকর্মীকে বহিষ্কার করা হয়েছে। দলের সাংগঠনিক সম্পাদক জানান, গত এক বছরে দুই হাজারের বেশি নেতাকর্মীর বিরুদ্ধে সাংগঠনিক ব্যবস্থা নেওয়া হয়েছে। এর মধ্যে অনেককে স্থায়ীভাবে বহিষ্কার করা হয়েছে। কেন্দ্রীয় নেতারা বলেন, দলের ভাবমূর্তি রক্ষায় শৃঙ্খলা ভঙ্গকারীদের বিরুদ্ধে জিরো টলারেন্স নীতি অনুসরণ করা হচ্ছে। তবে সমালোচকরা বলছেন, শুধু বহিষ্কার নয়, আইনের আওতায় আনাও জরুরি। বিভিন্ন এলাকায় বিএনপি নেতাকর্মীদের বিরুদ্ধে চাঁদাবাজি, বালুমহাল দখল, হাটবাজার ইজারা নিয়ন্ত্রণ ও পরিবহন খাতে প্রভাব বিস্তারের অভিযোগ উঠেছে। স্থানীয় ব্যবসায়ীরা জানান, অনেক জায়গায় দলীয় পরিচয় ব্যবহার করে হয়রানি করা হচ্ছে। দলের মহাসচিব বলেন, যারা দলের নাম ব্যবহার করে অপকর্ম করছে তারা দলের শত্রু। তাদের চিহ্নিত করে ব্যবস্থা নিতে প্রতিটি ইউনিটকে নির্দেশ দেওয়া হয়েছে। এ বিষয়ে একটি পর্যবেক্ষণ সেল গঠন করা হয়েছে যা নিয়মিত অভিযোগ যাচাই করছে। রাজনৈতিক বিশ্লেষকরা বলছেন, আসন্ন নির্বাচনের আগে দলের ভাবমূর্তি উজ্জ্বল রাখতে এ ধরনের পদক্ষেপ গুরুত্বপূর্ণ। তবে তৃণমূল পর্যায়ে নিয়ন্ত্রণ প্রতিষ্ঠা করা বড় চ্যালেঞ্জ।: [353, 749, 562, 878]
article-bnp-action[interactable]: [353, 718, 562, 1183]
divider: [353, 714, 562, 715]
headline: হেলিকপ্টারে চড়িয়ে: [579, 583, 672, 597]
legal-division: HIGH COURT DIVISION: [777, 1199, 854, 1206]
article-brother[interactable]: [689, 838, 942, 1168]
headline: কলম্বোয় সিরিজ বাঁচাতে আজ: [374, 1339, 541, 1355]
headline: হাসিনাকে উৎখাতে 'মেটিকুলাস ডিজাইন': [371, 46, 544, 79]
kicker: প্রথম পাতার পর: [794, 859, 837, 867]
legal-notice[interactable]: [689, 1170, 942, 1442]
headline: জুলাই জাতি: [236, 523, 303, 538]
article-body: তিনি ভবনের ছাদ থেকে নিচে পড়ে যান বলে প্রাথমিকভাবে জানা গেছে। পুলিশ জানায়, নিহত ব্যক্তি স্থানীয় একটি কারখানায় কাজ করতেন। ঘটনার সময় তিনি একাই ছাদে ছিলেন। খবর পেয়ে পুলিশ ঘটনাস্থলে গিয়ে মরদেহ উদ্ধার করে। ময়নাতদন্তের জন্য ঢাকা মেডিকেল কলেজ হাসপাতাল মর্গে পাঠানো হয়েছে। পরিবারের সদস্যরা জানান, তিনি কয়েকদিন ধরে মানসিক চাপে ছিলেন। তবে মৃত্যুর সঠিক কারণ ময়নাতদন্ত প্রতিবেদন পাওয়ার পর জানা যাবে। তেজগাঁও থানার ওসি বলেন, বিষয়টি তদন্ত করা হচ্ছে। আশপাশের সিসিটিভি ফুটেজ সংগ্রহ করা হয়েছে। এ ঘটনায় অপমৃত্যুর মামলা হয়েছে। স্থানীয়রা জানান, তিনি শান্ত স্বভাবের মানুষ ছিলেন। তার মৃত্যুতে এলাকায় শোকের ছায়া নেমে এসেছে। পুলিশ বলছে, কেউ জড়িত থাকলে ব্যবস্থা নেওয়া হবে।: [569, 977, 682, 1122]
kicker: প্রথম পাতার পর: [604, 1304, 647, 1312]
divider: [193, 914, 346, 915]
kicker: প্রথম পাতার পর: [248, 1302, 291, 1310]
kicker: প্রথম পাতার পর: [436, 481, 479, 489]
